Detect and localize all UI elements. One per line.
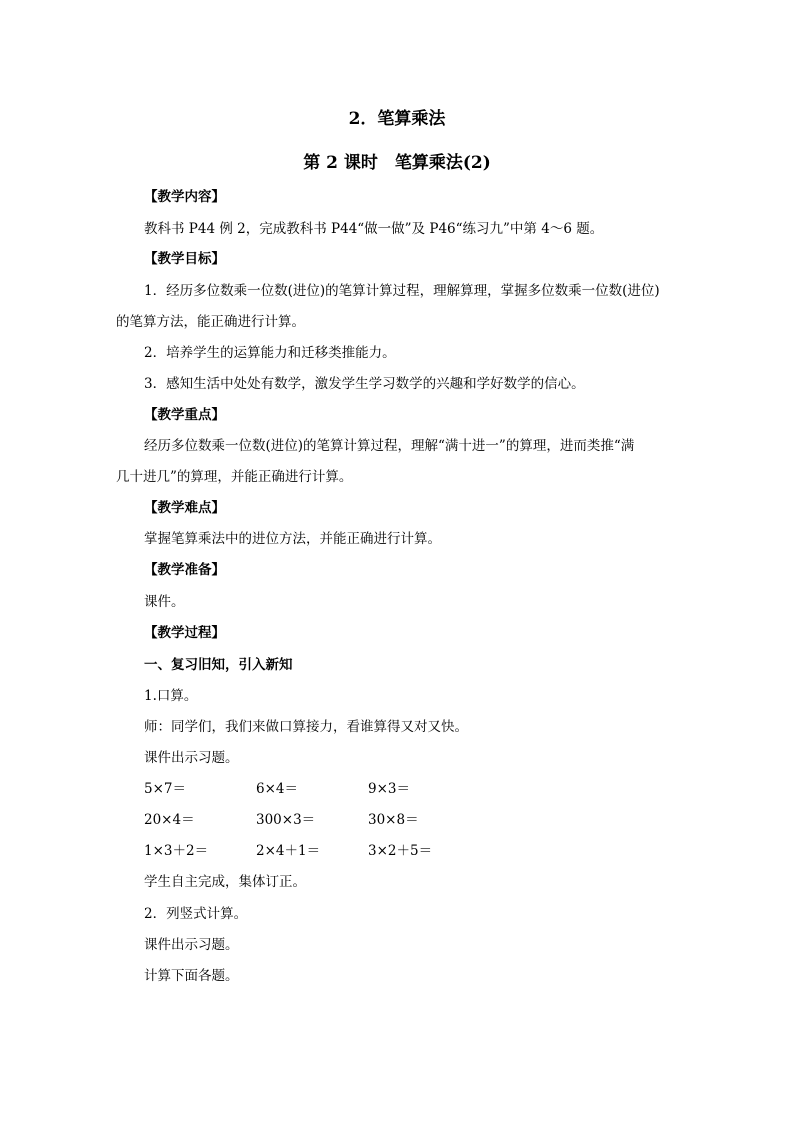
show-exercises-2: 课件出示习题。 <box>144 937 239 953</box>
exercise: 3×2＋5＝ <box>368 843 433 859</box>
exercise: 30×8＝ <box>368 812 419 828</box>
goal-3: 3．感知生活中处处有数学，激发学生学习数学的兴趣和学好数学的信心。 <box>144 376 585 392</box>
calc-line: 计算下面各题。 <box>144 968 239 984</box>
goal-1-line-2: 的笔算方法，能正确进行计算。 <box>116 314 305 330</box>
content-text: 教科书 P44 例 2，完成教科书 P44“做一做”及 P46“练习九”中第 4～6 题。 <box>144 221 604 237</box>
step-1: 1.口算。 <box>144 688 198 704</box>
part-1-heading: 一、复习旧知，引入新知 <box>144 657 293 673</box>
goals-heading: 【教学目标】 <box>144 251 225 267</box>
key-line-2: 几十进几”的算理，并能正确进行计算。 <box>116 469 353 485</box>
section-title: 2．笔算乘法 <box>348 109 446 129</box>
students-line: 学生自主完成，集体订正。 <box>144 874 306 890</box>
difficulty-text: 掌握笔算乘法中的进位方法，并能正确进行计算。 <box>144 531 441 547</box>
difficulty-heading: 【教学难点】 <box>144 500 225 516</box>
prep-heading: 【教学准备】 <box>144 562 225 578</box>
process-heading: 【教学过程】 <box>144 625 225 641</box>
exercise: 2×4＋1＝ <box>256 843 321 859</box>
exercise: 6×4＝ <box>256 781 298 797</box>
key-heading: 【教学重点】 <box>144 407 225 423</box>
exercise: 300×3＝ <box>256 812 316 828</box>
exercise: 9×3＝ <box>368 781 410 797</box>
key-line-1: 经历多位数乘一位数(进位)的笔算计算过程，理解“满十进一”的算理，进而类推“满 <box>144 438 635 454</box>
exercise: 1×3＋2＝ <box>144 843 209 859</box>
goal-2: 2．培养学生的运算能力和迁移类推能力。 <box>144 345 396 361</box>
teacher-line: 师：同学们，我们来做口算接力，看谁算得又对又快。 <box>144 719 468 735</box>
show-exercises-1: 课件出示习题。 <box>144 750 239 766</box>
lesson-subtitle: 第 2 课时 笔算乘法(2) <box>303 153 491 173</box>
exercise: 5×7＝ <box>144 781 186 797</box>
goal-1-line-1: 1．经历多位数乘一位数(进位)的笔算计算过程，理解算理，掌握多位数乘一位数(进位) <box>144 283 660 299</box>
step-2: 2．列竖式计算。 <box>144 906 248 922</box>
content-heading: 【教学内容】 <box>144 189 225 205</box>
exercise: 20×4＝ <box>144 812 195 828</box>
prep-text: 课件。 <box>144 594 185 610</box>
